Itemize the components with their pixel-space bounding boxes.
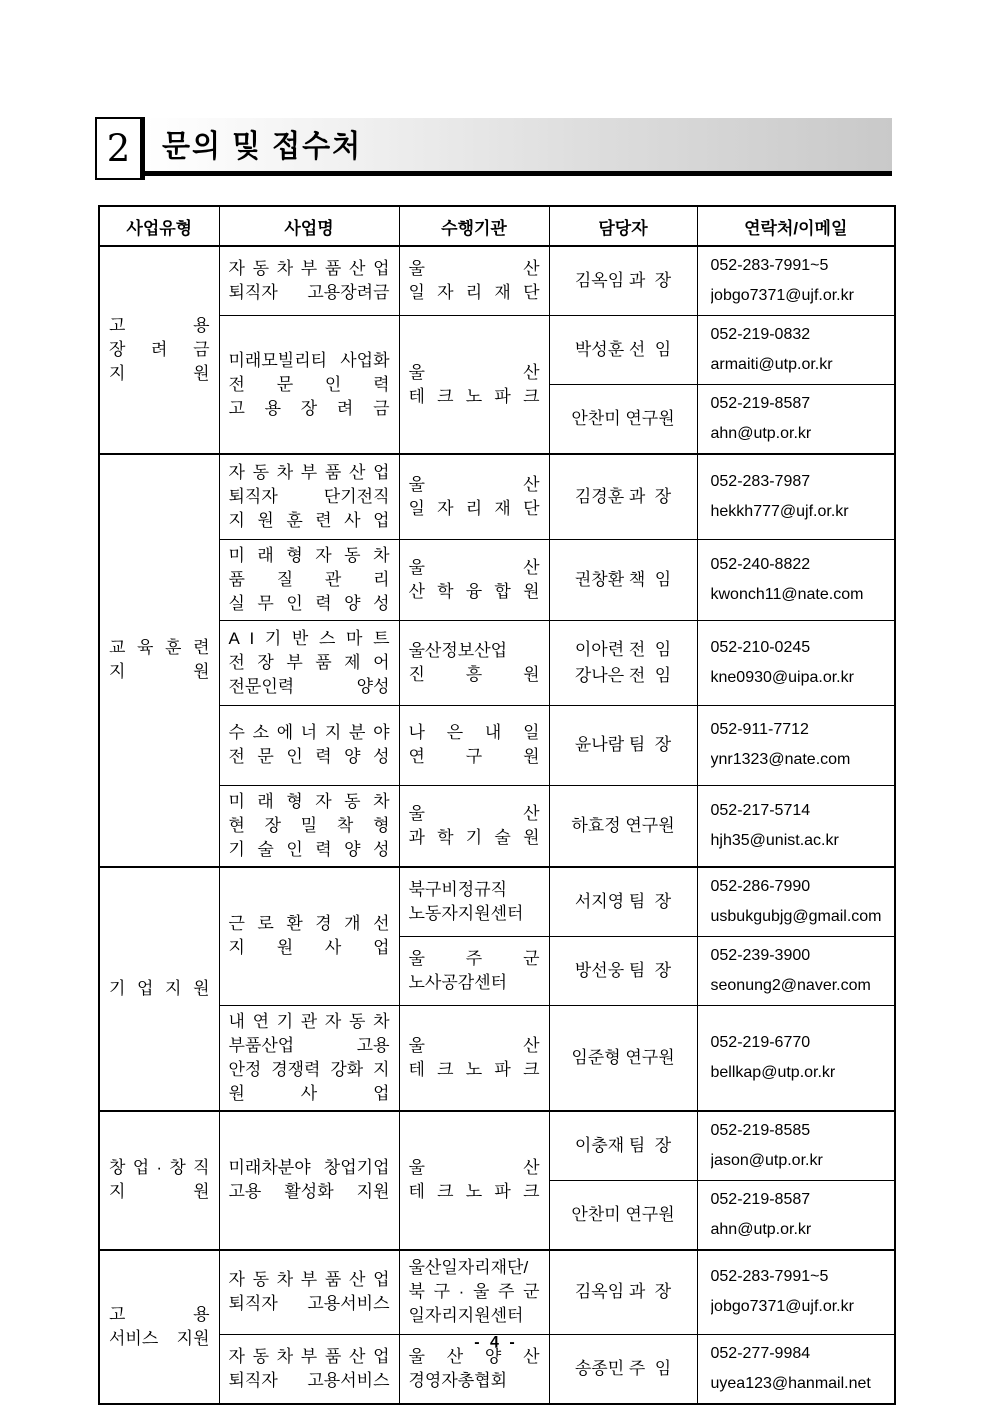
text-line: 윤나람 팀 장	[574, 735, 672, 754]
text-line: 기 업 지 원	[109, 978, 210, 998]
text-line: 과 학 기 술 원	[408, 827, 540, 847]
manager-cell	[549, 316, 697, 385]
agency-cell	[399, 705, 549, 785]
contact-cell	[697, 454, 895, 539]
phone-number: 052-277-9984	[710, 1345, 811, 1362]
text-line: 자 동 차 부 품 산 업	[228, 259, 390, 278]
text-line: 전 장 부 품 제 어	[228, 652, 390, 672]
manager-cell	[549, 454, 697, 539]
col-header-contact: 연락처/이메일	[697, 206, 895, 246]
section-title-bar	[145, 118, 892, 176]
text-line: 김경훈 과 장	[574, 486, 672, 506]
text-line: 창 업 · 창 직	[109, 1158, 210, 1177]
text-line: 자 동 차 부 품 산 업	[228, 462, 390, 482]
table-row	[99, 1005, 895, 1111]
agency-cell	[399, 316, 549, 455]
table-row	[99, 867, 895, 937]
project-name-cell	[219, 1250, 399, 1335]
text-line: 울 산	[408, 1158, 540, 1177]
email-address: seonung2@naver.com	[710, 976, 871, 994]
manager-cell	[549, 705, 697, 785]
agency-cell	[399, 1005, 549, 1111]
text-line: 퇴직자 고용서비스	[228, 1371, 390, 1390]
project-name-cell	[219, 316, 399, 455]
contact-cell	[697, 936, 895, 1005]
agency-cell	[399, 867, 549, 937]
project-name-cell	[219, 1005, 399, 1111]
phone-number: 052-219-8585	[710, 1121, 811, 1139]
section-title: 문의 및 접수처	[162, 130, 363, 164]
text-line: 지 원 훈 련 사 업	[228, 510, 390, 530]
table-row	[99, 246, 895, 316]
section-number: 2	[106, 127, 131, 170]
agency-cell	[399, 539, 549, 620]
email-address: usbukgubjg@gmail.com	[710, 907, 882, 925]
text-line: 실 무 인 력 양 성	[228, 593, 390, 613]
email-address: kne0930@uipa.or.kr	[710, 668, 854, 686]
text-line: 전 문 인 력 양 성	[228, 747, 390, 766]
business-type-cell	[99, 867, 219, 1111]
text-line: 장 려 금	[109, 340, 210, 359]
text-line: 근 로 환 경 개 선	[228, 914, 390, 933]
table-row	[99, 454, 895, 539]
table-header-row	[99, 206, 895, 246]
email-address: kwonch11@nate.com	[710, 585, 864, 603]
section-header	[95, 117, 892, 180]
col-header-business-type: 사업유형	[99, 206, 219, 246]
text-line: 진 흥 원	[408, 664, 540, 684]
text-line: 전문인력 양성	[228, 676, 390, 696]
contact-cell	[697, 867, 895, 937]
phone-number: 052-283-7987	[710, 472, 811, 490]
text-line: 전 문 인 력	[228, 374, 390, 394]
text-line: 울 산	[408, 362, 540, 382]
text-line: 지 원	[109, 662, 210, 682]
col-header-project-name: 사업명	[219, 206, 399, 246]
phone-number: 052-219-0832	[710, 326, 811, 343]
text-line: 산 학 융 합 원	[408, 581, 540, 601]
project-name-cell	[219, 246, 399, 316]
text-line: 북구비정규직	[408, 879, 508, 899]
business-type-cell	[99, 454, 219, 867]
table-row	[99, 785, 895, 867]
email-address: ahn@utp.or.kr	[710, 1220, 812, 1238]
table-row	[99, 1111, 895, 1181]
agency-cell	[399, 1111, 549, 1250]
email-address: uyea123@hanmail.net	[710, 1375, 871, 1392]
email-address: ynr1323@nate.com	[710, 751, 851, 768]
text-line: 강나은 전 임	[574, 665, 672, 685]
text-line: 퇴직자 단기전직	[228, 486, 390, 506]
email-address: jason@utp.or.kr	[710, 1151, 823, 1169]
text-line: 안찬미 연구원	[571, 1204, 675, 1224]
manager-cell	[549, 539, 697, 620]
email-address: ahn@utp.or.kr	[710, 425, 812, 442]
email-address: hekkh777@ujf.or.kr	[710, 502, 849, 520]
project-name-cell	[219, 620, 399, 705]
table-row	[99, 705, 895, 785]
text-line: 경영자총협회	[408, 1371, 508, 1390]
project-name-cell	[219, 705, 399, 785]
phone-number: 052-217-5714	[710, 801, 811, 819]
text-line: 미 래 형 자 동 차	[228, 791, 390, 811]
project-name-cell	[219, 454, 399, 539]
text-line: 고용 활성화 지원	[228, 1182, 390, 1201]
text-line: 일자리지원센터	[408, 1306, 524, 1326]
text-line: 퇴직자 고용서비스	[228, 1294, 390, 1314]
text-line: 현 장 밀 착 형	[228, 815, 390, 835]
project-name-cell	[219, 785, 399, 867]
agency-cell	[399, 785, 549, 867]
email-address: armaiti@utp.or.kr	[710, 356, 833, 373]
phone-number: 052-219-6770	[710, 1033, 811, 1051]
text-line: 울 산	[408, 803, 540, 823]
agency-cell	[399, 620, 549, 705]
table-row	[99, 316, 895, 385]
agency-cell	[399, 246, 549, 316]
text-line: 방선웅 팀 장	[574, 960, 672, 980]
text-line: 테 크 노 파 크	[408, 386, 540, 406]
contact-cell	[697, 785, 895, 867]
text-line: 지 원	[109, 1182, 210, 1201]
text-line: 일 자 리 재 단	[408, 498, 540, 518]
phone-number: 052-219-8587	[710, 1190, 811, 1208]
email-address: hjh35@unist.ac.kr	[710, 831, 839, 849]
manager-cell	[549, 1250, 697, 1335]
table-row	[99, 539, 895, 620]
contact-cell	[697, 246, 895, 316]
manager-cell	[549, 785, 697, 867]
text-line: 미래차분야 창업기업	[228, 1158, 390, 1177]
business-type-cell	[99, 1250, 219, 1405]
phone-number: 052-240-8822	[710, 555, 811, 573]
table-row	[99, 620, 895, 705]
text-line: 자 동 차 부 품 산 업	[228, 1270, 390, 1290]
manager-cell	[549, 936, 697, 1005]
text-line: 송종민 주 임	[574, 1359, 672, 1378]
section-number-box	[95, 117, 145, 180]
contact-cell	[697, 1005, 895, 1111]
agency-cell	[399, 1250, 549, 1335]
phone-number: 052-286-7990	[710, 877, 811, 895]
business-type-cell	[99, 1111, 219, 1250]
text-line: 품 질 관 리	[228, 569, 390, 589]
text-line: 미래모빌리티 사업화	[228, 350, 390, 370]
phone-number: 052-911-7712	[710, 721, 809, 738]
text-line: 지 원	[109, 364, 210, 383]
text-line: 안찬미 연구원	[571, 409, 675, 428]
text-line: 하효정 연구원	[571, 815, 675, 835]
text-line: 북 구 · 울 주 군	[408, 1282, 540, 1302]
text-line: 이충재 팀 장	[574, 1135, 672, 1155]
email-address: bellkap@utp.or.kr	[710, 1063, 836, 1081]
text-line: 서지영 팀 장	[574, 891, 672, 911]
project-name-cell	[219, 867, 399, 1006]
phone-number: 052-210-0245	[710, 638, 811, 656]
col-header-manager: 담당자	[549, 206, 697, 246]
text-line: 미 래 형 자 동 차	[228, 545, 390, 565]
contact-cell	[697, 1250, 895, 1335]
email-address: jobgo7371@ujf.or.kr	[710, 1298, 854, 1316]
phone-number: 052-219-8587	[710, 395, 811, 412]
text-line: 기 술 인 력 양 성	[228, 839, 390, 859]
text-line: 고 용 장 려 금	[228, 398, 390, 418]
text-line: 노사공감센터	[408, 972, 508, 992]
contact-cell	[697, 385, 895, 455]
phone-number: 052-283-7991~5	[710, 1268, 829, 1286]
col-header-agency: 수행기관	[399, 206, 549, 246]
text-line: 연 구 원	[408, 747, 540, 766]
contact-cell	[697, 620, 895, 705]
text-line: 안정 경쟁력 강화 지	[228, 1059, 390, 1079]
text-line: 울 산	[408, 557, 540, 577]
text-line: 울 산	[408, 474, 540, 494]
text-line: 울 산	[408, 1035, 540, 1055]
text-line: 김옥임 과 장	[574, 271, 672, 290]
text-line: 고 용	[109, 1304, 210, 1324]
text-line: 나 은 내 일	[408, 723, 540, 742]
text-line: 박성훈 선 임	[574, 340, 672, 359]
text-line: 울 산 양 산	[408, 1347, 540, 1366]
text-line: 울산정보산업	[408, 640, 508, 660]
manager-cell	[549, 867, 697, 937]
manager-cell	[549, 1005, 697, 1111]
text-line: A I 기 반 스 마 트	[228, 628, 390, 648]
manager-cell	[549, 1180, 697, 1250]
project-name-cell	[219, 539, 399, 620]
text-line: 테 크 노 파 크	[408, 1059, 540, 1079]
contact-cell	[697, 1180, 895, 1250]
text-line: 지 원 사 업	[228, 938, 390, 957]
text-line: 자 동 차 부 품 산 업	[228, 1347, 390, 1366]
project-name-cell	[219, 1111, 399, 1250]
text-line: 수 소 에 너 지 분 야	[228, 723, 390, 742]
text-line: 일 자 리 재 단	[408, 283, 540, 302]
phone-number: 052-283-7991~5	[710, 257, 829, 274]
manager-cell	[549, 1111, 697, 1181]
contact-cell	[697, 705, 895, 785]
text-line: 김옥임 과 장	[574, 1282, 672, 1302]
text-line: 서비스 지원	[109, 1328, 210, 1348]
text-line: 이아련 전 임	[574, 639, 672, 659]
business-type-cell	[99, 246, 219, 454]
contact-cell	[697, 539, 895, 620]
text-line: 울산일자리재단/	[408, 1258, 529, 1278]
text-line: 고 용	[109, 316, 210, 335]
text-line: 교 육 훈 련	[109, 638, 210, 658]
text-line: 부품산업 고용	[228, 1035, 390, 1055]
text-line: 권창환 책 임	[574, 569, 672, 589]
text-line: 울 산	[408, 259, 540, 278]
page-number: - 4 -	[474, 1334, 518, 1351]
text-line: 테 크 노 파 크	[408, 1182, 540, 1201]
agency-cell	[399, 454, 549, 539]
contact-table	[98, 205, 896, 1405]
contact-cell	[697, 1111, 895, 1181]
text-line: 퇴직자 고용장려금	[228, 283, 390, 302]
contact-cell	[697, 316, 895, 385]
manager-cell	[549, 620, 697, 705]
manager-cell	[549, 385, 697, 455]
text-line: 내 연 기 관 자 동 차	[228, 1011, 390, 1031]
table-row	[99, 1250, 895, 1335]
agency-cell	[399, 936, 549, 1005]
phone-number: 052-239-3900	[710, 946, 811, 964]
text-line: 원 사 업	[228, 1083, 390, 1103]
text-line: 울 주 군	[408, 948, 540, 968]
text-line: 임준형 연구원	[571, 1047, 675, 1067]
manager-cell	[549, 246, 697, 316]
text-line: 노동자지원센터	[408, 903, 524, 923]
email-address: jobgo7371@ujf.or.kr	[710, 287, 854, 304]
